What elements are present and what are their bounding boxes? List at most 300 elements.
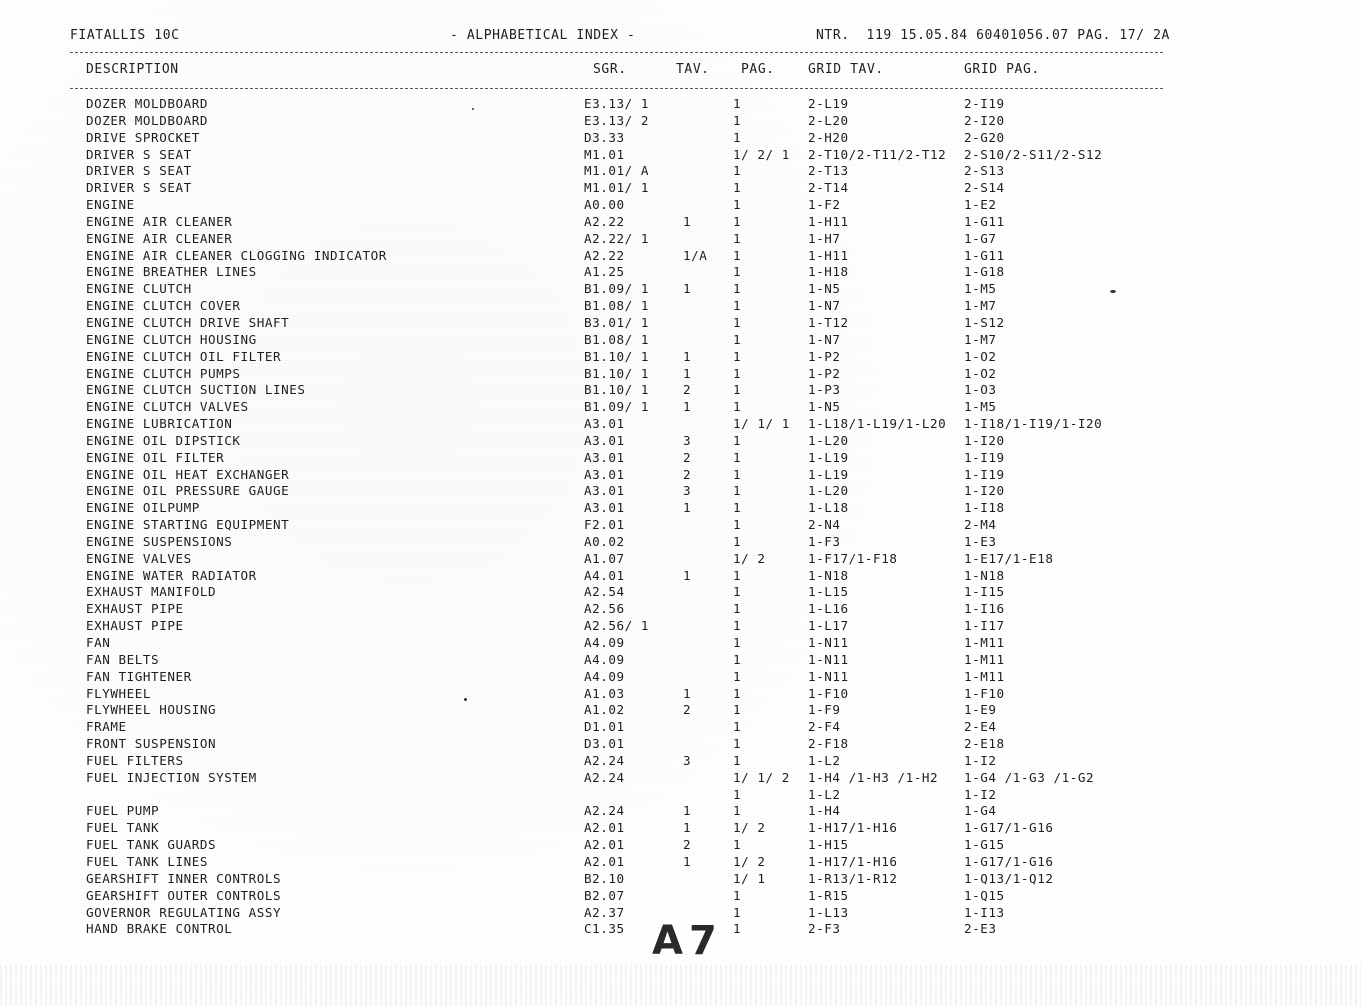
row-pag: 1 xyxy=(733,365,742,381)
row-sgr: B3.01/ 1 xyxy=(584,314,650,330)
row-grid-tav: 1-L15 xyxy=(808,584,849,600)
row-grid-tav: 2-L19 xyxy=(808,96,849,111)
column-header-pag: PAG. xyxy=(741,62,775,77)
row-sgr: A2.24 xyxy=(584,752,625,768)
row-description: ENGINE CLUTCH PUMPS xyxy=(86,365,241,381)
row-grid-pag: 2-E4 xyxy=(964,719,997,735)
row-pag: 1 xyxy=(733,449,742,465)
table-row xyxy=(0,803,1361,820)
table-row xyxy=(0,568,1361,585)
row-pag: 1 xyxy=(733,618,742,634)
row-grid-pag: 1-M7 xyxy=(964,298,997,314)
table-row xyxy=(0,871,1361,888)
row-grid-tav: 1-L18 xyxy=(808,500,849,516)
row-pag: 1 xyxy=(733,500,742,516)
row-sgr: A2.56 xyxy=(584,601,625,617)
table-row xyxy=(0,214,1361,231)
row-sgr: A1.07 xyxy=(584,550,625,566)
row-pag: 1 xyxy=(733,752,742,768)
row-description: DRIVER S SEAT xyxy=(86,180,192,196)
row-grid-tav: 1-R13/1-R12 xyxy=(808,870,898,886)
row-grid-tav: 1-H11 xyxy=(808,213,849,229)
row-description: ENGINE SUSPENSIONS xyxy=(86,533,233,549)
table-row xyxy=(0,399,1361,416)
row-sgr: B1.10/ 1 xyxy=(584,382,650,398)
row-grid-pag: 1-G17/1-G16 xyxy=(964,820,1054,836)
row-grid-tav: 2-N4 xyxy=(808,517,841,533)
table-row xyxy=(0,669,1361,686)
table-row xyxy=(0,820,1361,837)
row-pag: 1 xyxy=(733,331,742,347)
row-grid-pag: 1-G18 xyxy=(964,264,1005,280)
row-grid-tav: 1-N5 xyxy=(808,281,841,297)
row-description: ENGINE xyxy=(86,197,135,213)
row-grid-tav: 2-F18 xyxy=(808,736,849,752)
row-pag: 1 xyxy=(733,281,742,297)
table-row xyxy=(0,281,1361,298)
column-header-tav: TAV. xyxy=(676,62,710,77)
row-pag: 1 xyxy=(733,719,742,735)
row-description: EXHAUST PIPE xyxy=(86,601,184,617)
document-reference: NTR. 119 15.05.84 60401056.07 PAG. 17/ 2A xyxy=(816,28,1170,43)
row-sgr: D3.33 xyxy=(584,129,625,145)
section-stamp: A7 xyxy=(652,918,723,964)
row-description: FRONT SUSPENSION xyxy=(86,736,217,752)
row-grid-pag: 1-O2 xyxy=(964,348,997,364)
row-description: DRIVER S SEAT xyxy=(86,163,192,179)
row-pag: 1 xyxy=(733,584,742,600)
row-grid-pag: 1-Q15 xyxy=(964,887,1005,903)
row-sgr: A3.01 xyxy=(584,449,625,465)
row-grid-tav: 1-H11 xyxy=(808,247,849,263)
row-grid-pag: 1-E3 xyxy=(964,533,997,549)
row-sgr: A3.01 xyxy=(584,500,625,516)
row-description: ENGINE LUBRICATION xyxy=(86,416,233,432)
row-grid-pag: 1-I2 xyxy=(964,752,997,768)
row-tav: 1 xyxy=(683,213,692,229)
machine-model: FIATALLIS 10C xyxy=(70,28,180,43)
column-header-grid-pag: GRID PAG. xyxy=(964,62,1040,77)
row-description: FLYWHEEL xyxy=(86,685,152,701)
row-sgr: A4.01 xyxy=(584,567,625,583)
row-description: ENGINE CLUTCH xyxy=(86,281,192,297)
row-pag: 1 xyxy=(733,112,742,128)
row-grid-pag: 1-I19 xyxy=(964,466,1005,482)
row-sgr: D1.01 xyxy=(584,719,625,735)
row-grid-tav: 1-F9 xyxy=(808,702,841,718)
row-pag: 1 xyxy=(733,786,742,802)
row-grid-tav: 1-H17/1-H16 xyxy=(808,820,898,836)
row-grid-pag: 2-G20 xyxy=(964,129,1005,145)
row-pag: 1 xyxy=(733,635,742,650)
row-tav: 2 xyxy=(683,702,692,718)
row-sgr: A1.03 xyxy=(584,685,625,701)
row-grid-tav: 1-L13 xyxy=(808,904,849,920)
row-pag: 1 xyxy=(733,247,742,263)
row-grid-pag: 1-G15 xyxy=(964,837,1005,853)
row-sgr: A0.00 xyxy=(584,197,625,213)
row-grid-pag: 2-S10/2-S11/2-S12 xyxy=(964,146,1103,162)
row-sgr: M1.01 xyxy=(584,146,625,162)
row-grid-pag: 1-E9 xyxy=(964,702,997,718)
row-tav: 2 xyxy=(683,382,692,398)
row-description: ENGINE OILPUMP xyxy=(86,500,200,516)
row-sgr: B1.09/ 1 xyxy=(584,399,650,415)
header-rule-top xyxy=(70,52,1163,53)
table-row xyxy=(0,551,1361,568)
row-description: GEARSHIFT INNER CONTROLS xyxy=(86,870,282,886)
row-grid-pag: 1-M7 xyxy=(964,331,997,347)
row-tav: 1 xyxy=(683,500,692,516)
row-grid-tav: 2-T13 xyxy=(808,163,849,179)
row-tav: 1 xyxy=(683,820,692,836)
row-grid-tav: 1-H4 xyxy=(808,803,841,819)
table-row xyxy=(0,719,1361,736)
table-row xyxy=(0,147,1361,164)
row-description: ENGINE CLUTCH OIL FILTER xyxy=(86,348,282,364)
row-pag: 1 xyxy=(733,651,742,667)
row-description: ENGINE WATER RADIATOR xyxy=(86,567,257,583)
row-grid-pag: 1-G7 xyxy=(964,230,997,246)
table-row xyxy=(0,298,1361,315)
row-description: DRIVER S SEAT xyxy=(86,146,192,162)
row-grid-tav: 1-P2 xyxy=(808,348,841,364)
row-grid-pag: 1-G4 /1-G3 /1-G2 xyxy=(964,769,1095,785)
row-tav: 1 xyxy=(683,567,692,583)
row-pag: 1 xyxy=(733,399,742,415)
row-pag: 1 xyxy=(733,736,742,752)
row-sgr: A4.09 xyxy=(584,651,625,667)
table-row xyxy=(0,130,1361,147)
row-pag: 1 xyxy=(733,382,742,398)
index-table-body xyxy=(0,96,1361,938)
row-pag: 1 xyxy=(733,314,742,330)
table-row xyxy=(0,450,1361,467)
row-description: FRAME xyxy=(86,719,127,735)
scan-noise-band xyxy=(0,965,1361,1006)
row-description: ENGINE BREATHER LINES xyxy=(86,264,257,280)
table-row xyxy=(0,500,1361,517)
row-sgr: A3.01 xyxy=(584,416,625,432)
row-grid-pag: 2-I20 xyxy=(964,112,1005,128)
row-grid-tav: 1-L2 xyxy=(808,752,841,768)
row-sgr: M1.01/ 1 xyxy=(584,180,650,196)
row-grid-pag: 1-G17/1-G16 xyxy=(964,853,1054,869)
row-description: ENGINE CLUTCH HOUSING xyxy=(86,331,257,347)
row-grid-tav: 1-F10 xyxy=(808,685,849,701)
table-row xyxy=(0,113,1361,130)
row-sgr: A2.37 xyxy=(584,904,625,920)
header-rule-bottom xyxy=(70,88,1163,89)
row-description: ENGINE AIR CLEANER xyxy=(86,213,233,229)
table-row xyxy=(0,467,1361,484)
row-grid-tav: 1-F17/1-F18 xyxy=(808,550,898,566)
row-pag: 1/ 2 xyxy=(733,853,766,869)
row-tav: 2 xyxy=(683,466,692,482)
row-description: ENGINE OIL DIPSTICK xyxy=(86,432,241,448)
row-pag: 1 xyxy=(733,601,742,617)
table-row xyxy=(0,483,1361,500)
row-grid-tav: 1-N5 xyxy=(808,399,841,415)
row-pag: 1 xyxy=(733,533,742,549)
row-sgr: A3.01 xyxy=(584,466,625,482)
row-grid-tav: 1-H4 /1-H3 /1-H2 xyxy=(808,769,939,785)
row-sgr: B1.08/ 1 xyxy=(584,331,650,347)
table-row xyxy=(0,888,1361,905)
table-row xyxy=(0,332,1361,349)
row-tav: 2 xyxy=(683,449,692,465)
row-tav: 1 xyxy=(683,803,692,819)
row-grid-tav: 1-L16 xyxy=(808,601,849,617)
row-pag: 1 xyxy=(733,668,742,684)
row-tav: 1 xyxy=(683,348,692,364)
table-row xyxy=(0,601,1361,618)
row-sgr: A1.02 xyxy=(584,702,625,718)
row-tav: 1/A xyxy=(683,247,708,263)
row-grid-tav: 1-H17/1-H16 xyxy=(808,853,898,869)
row-grid-pag: 1-G11 xyxy=(964,247,1005,263)
row-sgr: A2.01 xyxy=(584,837,625,853)
scan-speck xyxy=(472,108,474,110)
row-description: ENGINE OIL PRESSURE GAUGE xyxy=(86,483,290,499)
row-sgr: F2.01 xyxy=(584,517,625,533)
row-description: DOZER MOLDBOARD xyxy=(86,96,208,111)
row-grid-pag: 1-I20 xyxy=(964,432,1005,448)
row-grid-pag: 1-G11 xyxy=(964,213,1005,229)
row-grid-pag: 1-E17/1-E18 xyxy=(964,550,1054,566)
row-grid-pag: 1-M5 xyxy=(964,399,997,415)
row-grid-tav: 1-L20 xyxy=(808,483,849,499)
row-description: FUEL INJECTION SYSTEM xyxy=(86,769,257,785)
row-sgr: B2.10 xyxy=(584,870,625,886)
table-row xyxy=(0,382,1361,399)
row-grid-pag: 1-F10 xyxy=(964,685,1005,701)
row-tav: 1 xyxy=(683,853,692,869)
row-grid-pag: 2-M4 xyxy=(964,517,997,533)
row-description: ENGINE AIR CLEANER xyxy=(86,230,233,246)
table-row xyxy=(0,837,1361,854)
row-sgr: A2.22 xyxy=(584,213,625,229)
row-sgr: A2.24 xyxy=(584,803,625,819)
row-grid-pag: 1-I19 xyxy=(964,449,1005,465)
row-tav: 3 xyxy=(683,432,692,448)
row-pag: 1 xyxy=(733,483,742,499)
table-row xyxy=(0,180,1361,197)
row-pag: 1 xyxy=(733,887,742,903)
row-pag: 1 xyxy=(733,837,742,853)
table-row xyxy=(0,736,1361,753)
row-grid-tav: 1-P2 xyxy=(808,365,841,381)
row-sgr: A2.54 xyxy=(584,584,625,600)
row-sgr: A2.24 xyxy=(584,769,625,785)
row-sgr: A4.09 xyxy=(584,668,625,684)
page-title: - ALPHABETICAL INDEX - xyxy=(450,28,636,43)
row-grid-tav: 2-T14 xyxy=(808,180,849,196)
table-row xyxy=(0,264,1361,281)
row-grid-pag: 1-S12 xyxy=(964,314,1005,330)
row-grid-tav: 1-F2 xyxy=(808,197,841,213)
row-tav: 1 xyxy=(683,281,692,297)
row-description: GEARSHIFT OUTER CONTROLS xyxy=(86,887,282,903)
row-grid-tav: 1-F3 xyxy=(808,533,841,549)
table-row xyxy=(0,635,1361,652)
table-row xyxy=(0,366,1361,383)
row-pag: 1/ 1/ 1 xyxy=(733,416,790,432)
row-pag: 1/ 2/ 1 xyxy=(733,146,790,162)
table-row xyxy=(0,686,1361,703)
row-grid-pag: 1-M11 xyxy=(964,635,1005,650)
row-sgr: E3.13/ 1 xyxy=(584,96,650,111)
row-grid-pag: 1-I16 xyxy=(964,601,1005,617)
row-pag: 1/ 2 xyxy=(733,550,766,566)
table-row xyxy=(0,753,1361,770)
row-grid-tav: 1-R15 xyxy=(808,887,849,903)
row-description: ENGINE AIR CLEANER CLOGGING INDICATOR xyxy=(86,247,387,263)
row-grid-pag: 1-M11 xyxy=(964,651,1005,667)
row-grid-tav: 1-H18 xyxy=(808,264,849,280)
row-pag: 1 xyxy=(733,163,742,179)
row-grid-pag: 1-M5 xyxy=(964,281,997,297)
row-grid-tav: 1-T12 xyxy=(808,314,849,330)
table-row xyxy=(0,416,1361,433)
row-pag: 1/ 2 xyxy=(733,820,766,836)
table-row xyxy=(0,770,1361,787)
row-grid-pag: 2-S14 xyxy=(964,180,1005,196)
row-grid-pag: 1-I13 xyxy=(964,904,1005,920)
row-description: ENGINE CLUTCH DRIVE SHAFT xyxy=(86,314,290,330)
row-sgr: A3.01 xyxy=(584,483,625,499)
table-row xyxy=(0,787,1361,804)
row-grid-pag: 1-I20 xyxy=(964,483,1005,499)
row-grid-tav: 1-N18 xyxy=(808,567,849,583)
row-sgr: B1.09/ 1 xyxy=(584,281,650,297)
row-pag: 1 xyxy=(733,197,742,213)
row-grid-pag: 1-I18/1-I19/1-I20 xyxy=(964,416,1103,432)
row-description: DOZER MOLDBOARD xyxy=(86,112,208,128)
row-description: ENGINE CLUTCH SUCTION LINES xyxy=(86,382,306,398)
row-grid-pag: 1-I15 xyxy=(964,584,1005,600)
row-grid-tav: 2-F4 xyxy=(808,719,841,735)
column-header-sgr: SGR. xyxy=(593,62,627,77)
row-pag: 1 xyxy=(733,129,742,145)
row-description: EXHAUST PIPE xyxy=(86,618,184,634)
row-tav: 3 xyxy=(683,752,692,768)
row-description: FAN xyxy=(86,635,111,650)
table-row xyxy=(0,349,1361,366)
table-row xyxy=(0,584,1361,601)
row-pag: 1 xyxy=(733,213,742,229)
row-grid-tav: 2-H20 xyxy=(808,129,849,145)
row-description: FUEL TANK xyxy=(86,820,160,836)
scan-speck xyxy=(464,698,467,701)
row-sgr: A4.09 xyxy=(584,635,625,650)
table-row xyxy=(0,618,1361,635)
row-grid-pag: 1-Q13/1-Q12 xyxy=(964,870,1054,886)
row-pag: 1/ 1 xyxy=(733,870,766,886)
row-description: GOVERNOR REGULATING ASSY xyxy=(86,904,282,920)
table-row xyxy=(0,433,1361,450)
row-description: EXHAUST MANIFOLD xyxy=(86,584,217,600)
row-pag: 1 xyxy=(733,348,742,364)
table-row xyxy=(0,702,1361,719)
row-sgr: A0.02 xyxy=(584,533,625,549)
row-grid-pag: 1-G4 xyxy=(964,803,997,819)
row-description: ENGINE CLUTCH COVER xyxy=(86,298,241,314)
row-grid-tav: 1-L18/1-L19/1-L20 xyxy=(808,416,947,432)
table-row xyxy=(0,163,1361,180)
scan-speck xyxy=(1110,290,1116,293)
table-row xyxy=(0,652,1361,669)
row-description: FUEL TANK GUARDS xyxy=(86,837,217,853)
row-grid-tav: 1-N11 xyxy=(808,651,849,667)
table-row xyxy=(0,517,1361,534)
row-grid-tav: 1-N11 xyxy=(808,635,849,650)
table-row xyxy=(0,854,1361,871)
row-grid-tav: 1-L19 xyxy=(808,466,849,482)
row-grid-tav: 1-H7 xyxy=(808,230,841,246)
row-description: FAN TIGHTENER xyxy=(86,668,192,684)
row-grid-tav: 1-N11 xyxy=(808,668,849,684)
table-row xyxy=(0,534,1361,551)
row-pag: 1 xyxy=(733,517,742,533)
row-sgr: B1.10/ 1 xyxy=(584,365,650,381)
row-grid-pag: 2-E3 xyxy=(964,921,997,937)
row-sgr: A2.22/ 1 xyxy=(584,230,650,246)
row-grid-tav: 1-H15 xyxy=(808,837,849,853)
row-grid-tav: 2-L20 xyxy=(808,112,849,128)
row-description: ENGINE OIL HEAT EXCHANGER xyxy=(86,466,290,482)
row-grid-pag: 2-I19 xyxy=(964,96,1005,111)
row-grid-pag: 1-O3 xyxy=(964,382,997,398)
table-row xyxy=(0,231,1361,248)
row-pag: 1 xyxy=(733,180,742,196)
row-description: ENGINE OIL FILTER xyxy=(86,449,225,465)
table-row xyxy=(0,248,1361,265)
row-pag: 1/ 1/ 2 xyxy=(733,769,790,785)
row-pag: 1 xyxy=(733,230,742,246)
row-sgr: C1.35 xyxy=(584,921,625,937)
row-grid-pag: 1-I17 xyxy=(964,618,1005,634)
row-tav: 1 xyxy=(683,399,692,415)
row-grid-pag: 1-E2 xyxy=(964,197,997,213)
row-sgr: E3.13/ 2 xyxy=(584,112,650,128)
row-sgr: A1.25 xyxy=(584,264,625,280)
row-sgr: A2.22 xyxy=(584,247,625,263)
row-grid-tav: 1-L2 xyxy=(808,786,841,802)
row-tav: 1 xyxy=(683,365,692,381)
table-row xyxy=(0,197,1361,214)
row-grid-tav: 1-N7 xyxy=(808,298,841,314)
row-grid-tav: 1-L19 xyxy=(808,449,849,465)
row-pag: 1 xyxy=(733,803,742,819)
row-grid-tav: 1-P3 xyxy=(808,382,841,398)
row-tav: 1 xyxy=(683,685,692,701)
row-description: FUEL PUMP xyxy=(86,803,160,819)
row-description: HAND BRAKE CONTROL xyxy=(86,921,233,937)
row-pag: 1 xyxy=(733,904,742,920)
row-grid-pag: 1-O2 xyxy=(964,365,997,381)
table-row xyxy=(0,315,1361,332)
row-description: ENGINE VALVES xyxy=(86,550,192,566)
row-pag: 1 xyxy=(733,685,742,701)
row-grid-tav: 2-F3 xyxy=(808,921,841,937)
row-sgr: A2.01 xyxy=(584,820,625,836)
row-sgr: D3.01 xyxy=(584,736,625,752)
row-pag: 1 xyxy=(733,921,742,937)
row-description: DRIVE SPROCKET xyxy=(86,129,200,145)
row-grid-tav: 1-L17 xyxy=(808,618,849,634)
row-pag: 1 xyxy=(733,96,742,111)
